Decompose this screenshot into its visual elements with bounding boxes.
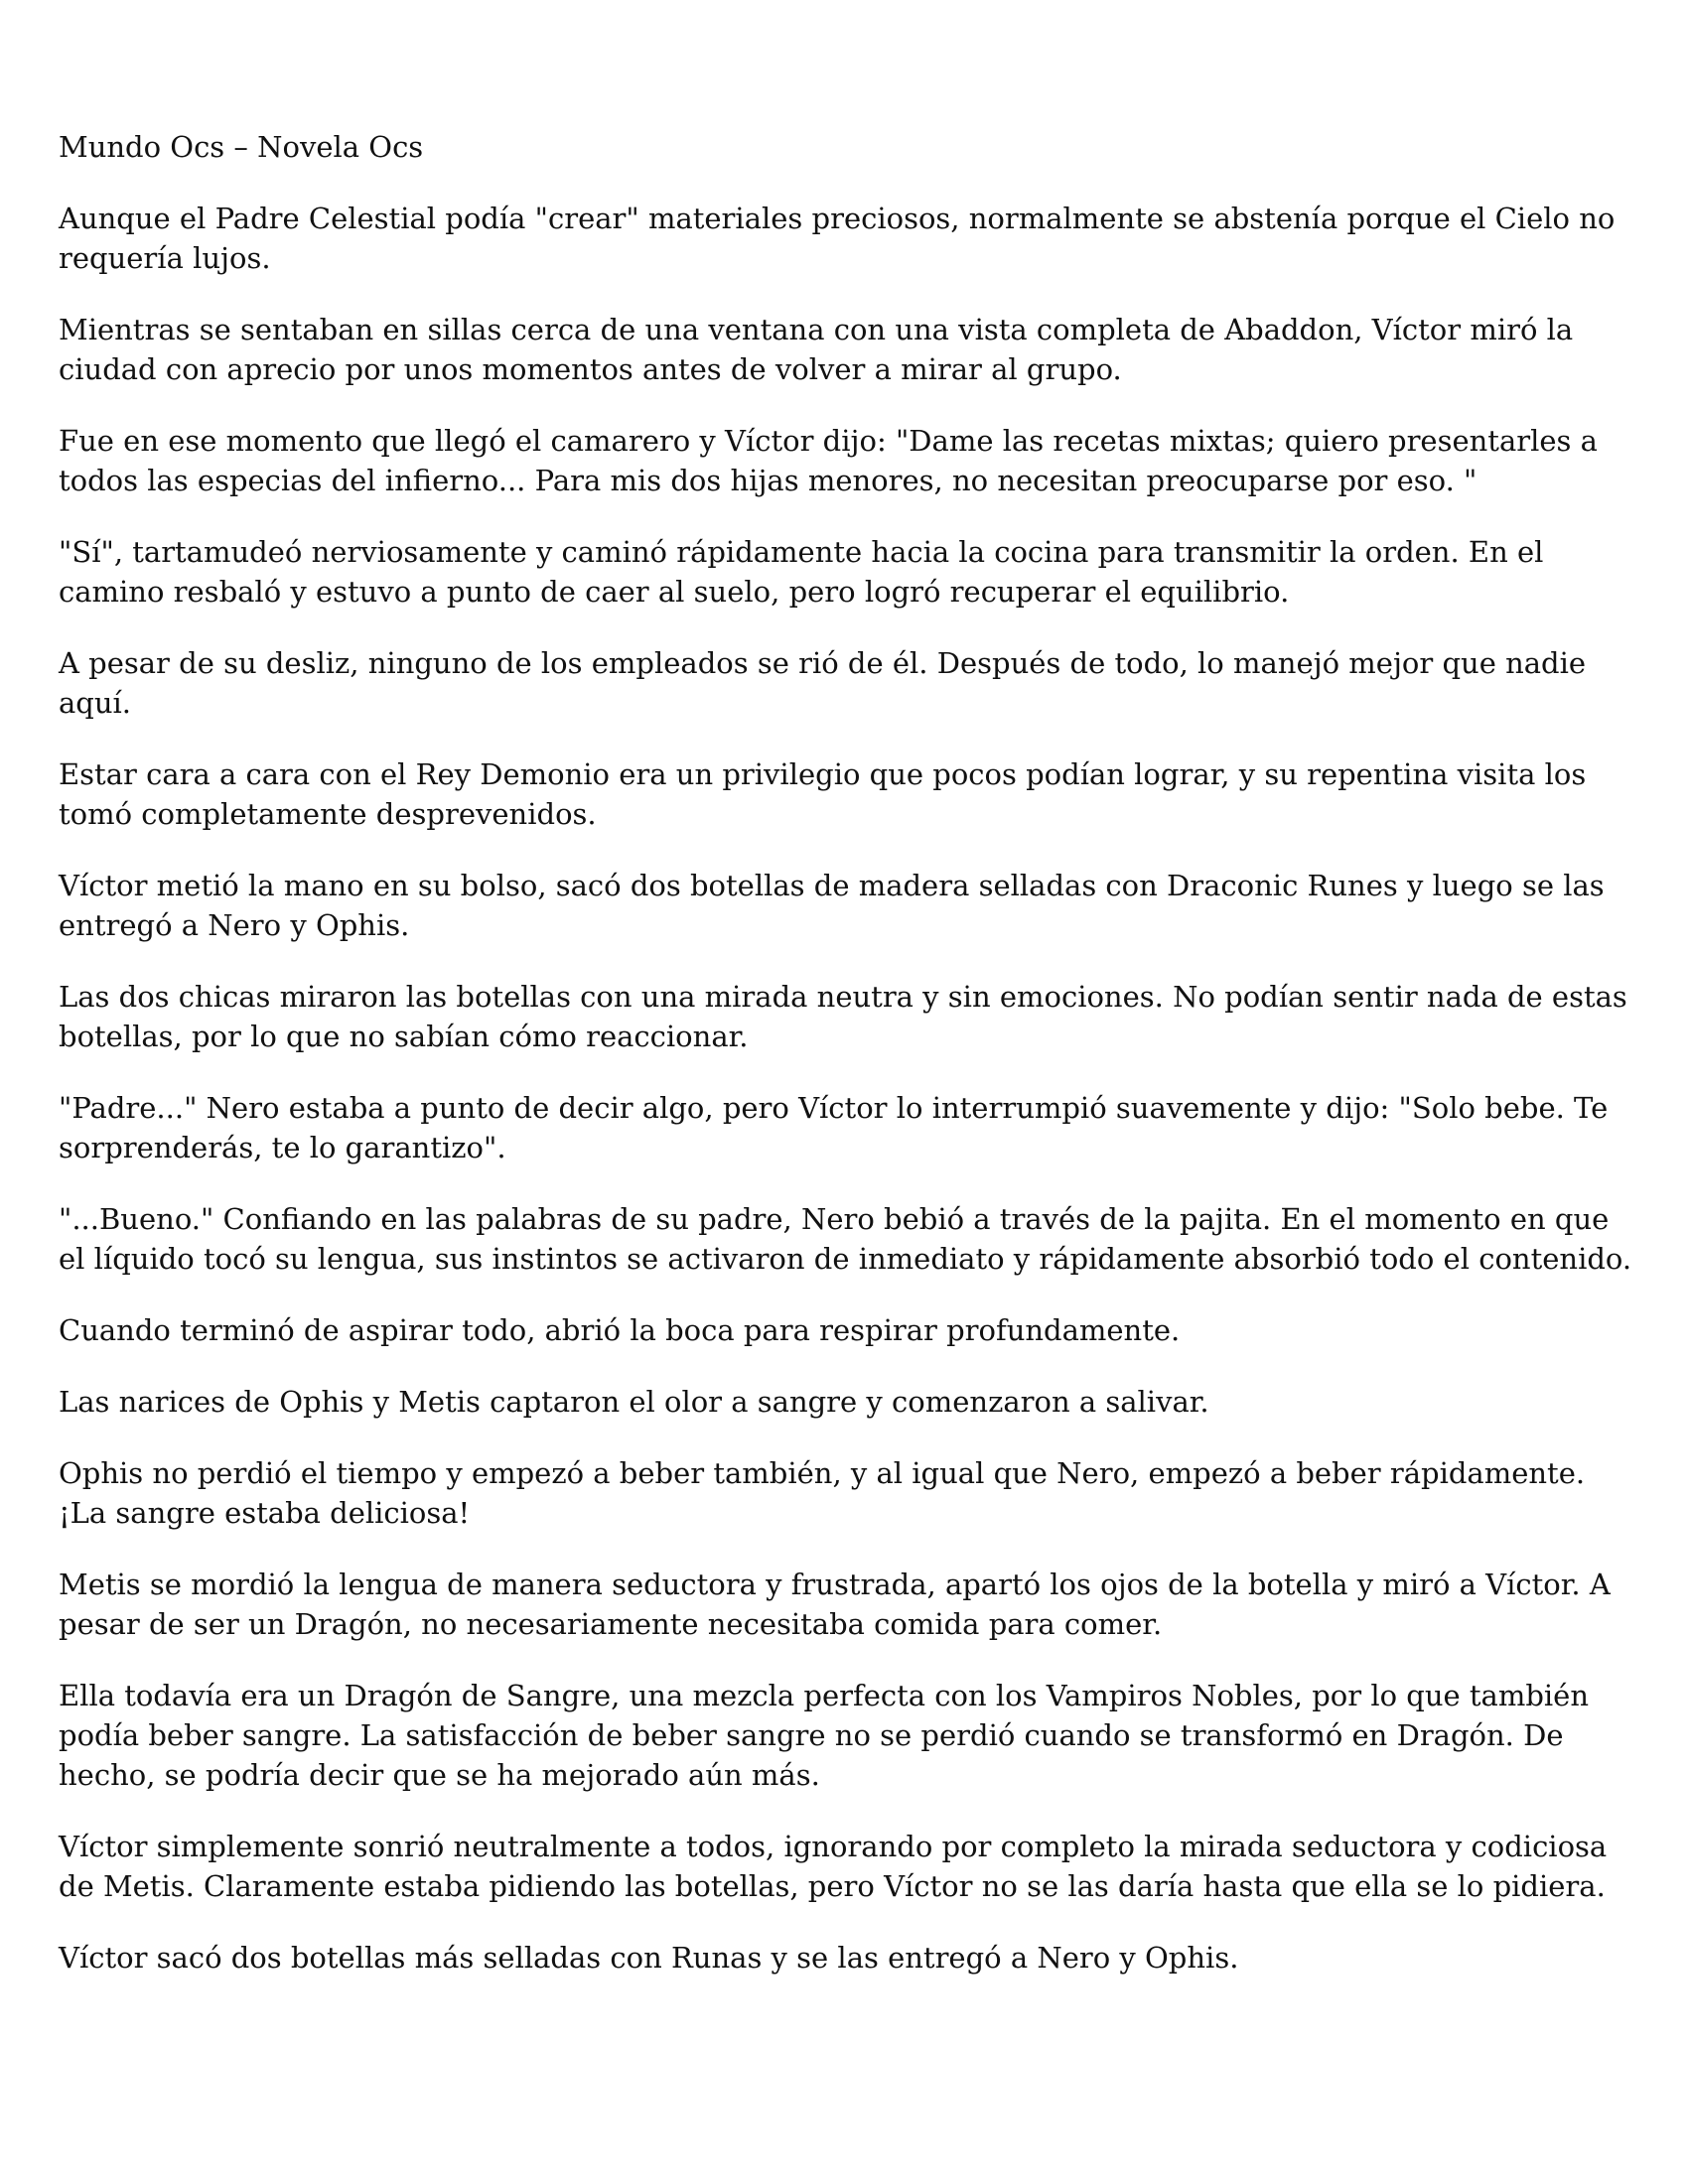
paragraph: Ophis no perdió el tiempo y empezó a beber también, y al igual que Nero, empezó a beber rápidamente. ¡La sangre estaba deliciosa!: [59, 1456, 1586, 1530]
paragraph: "Sí", tartamudeó nerviosamente y caminó rápidamente hacia la cocina para transmitir la orden. En el camino resbaló y estuvo a punto de caer al suelo, pero logró recuperar el equilibrio.: [59, 535, 1544, 609]
paragraph: A pesar de su desliz, ninguno de los empleados se rió de él. Después de todo, lo manejó mejor que nadie aquí.: [59, 646, 1587, 720]
paragraph: Víctor simplemente sonrió neutralmente a todos, ignorando por completo la mirada seductora y codiciosa de Metis. Claramente estaba pidiendo las botellas, pero Víctor no se las daría hasta que ella se lo pidiera.: [59, 1830, 1608, 1903]
paragraph: Ella todavía era un Dragón de Sangre, una mezcla perfecta con los Vampiros Nobles, por lo que también podía beber sangre. La satisfacción de beber sangre no se perdió cuando se transformó en Dragón. De hecho, se podría decir que se ha mejorado aún más.: [59, 1679, 1590, 1792]
paragraph: Víctor sacó dos botellas más selladas con Runas y se las entregó a Nero y Ophis.: [59, 1941, 1239, 1975]
paragraph: "Padre..." Nero estaba a punto de decir algo, pero Víctor lo interrumpió suavemente y dijo: "Solo bebe. Te sorprenderás, te lo garantizo".: [59, 1091, 1609, 1164]
paragraph: Fue en ese momento que llegó el camarero y Víctor dijo: "Dame las recetas mixtas; quiero presentarles a todos las especias del infierno... Para mis dos hijas menores, no necesitan preocuparse por eso. ": [59, 424, 1598, 497]
paragraph: Cuando terminó de aspirar todo, abrió la boca para respirar profundamente.: [59, 1313, 1181, 1347]
paragraph: Metis se mordió la lengua de manera seductora y frustrada, apartó los ojos de la botella y miró a Víctor. A pesar de ser un Dragón, no necesariamente necesitaba comida para comer.: [59, 1568, 1611, 1641]
paragraph: Estar cara a cara con el Rey Demonio era un privilegio que pocos podían lograr, y su repentina visita los tomó completamente desprevenidos.: [59, 757, 1587, 831]
paragraph: Aunque el Padre Celestial podía "crear" materiales preciosos, normalmente se abstenía porque el Cielo no requería lujos.: [59, 202, 1616, 275]
document-page: [59, 127, 1637, 2009]
paragraph: "...Bueno." Confiando en las palabras de su padre, Nero bebió a través de la pajita. En el momento en que el líquido tocó su lengua, sus instintos se activaron de inmediato y rápidamente absorbió todo el contenido.: [59, 1202, 1632, 1276]
paragraph: Las dos chicas miraron las botellas con una mirada neutra y sin emociones. No podían sentir nada de estas botellas, por lo que no sabían cómo reaccionar.: [59, 980, 1627, 1053]
paragraph: Mientras se sentaban en sillas cerca de una ventana con una vista completa de Abaddon, Víctor miró la ciudad con aprecio por unos momentos antes de volver a mirar al grupo.: [59, 313, 1574, 386]
paragraph: Las narices de Ophis y Metis captaron el olor a sangre y comenzaron a salivar.: [59, 1385, 1209, 1419]
paragraph: Víctor metió la mano en su bolso, sacó dos botellas de madera selladas con Draconic Runes y luego se las entregó a Nero y Ophis.: [59, 869, 1605, 942]
document-header: Mundo Ocs – Novela Ocs: [59, 130, 424, 164]
